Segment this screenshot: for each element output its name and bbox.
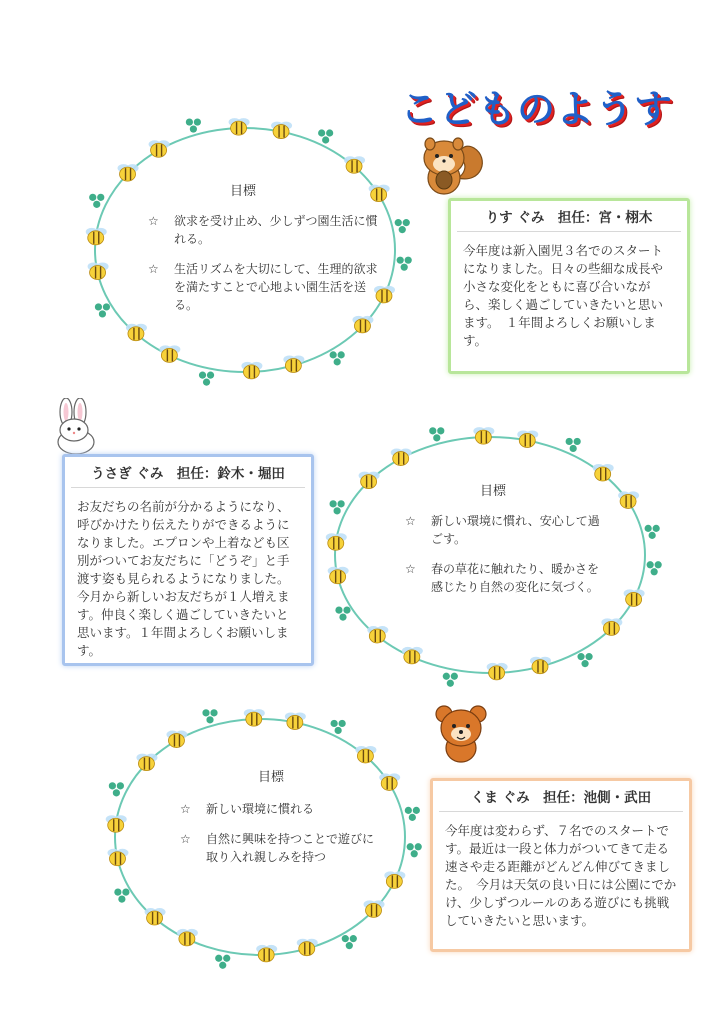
goal-heading-kuma: 目標 xyxy=(258,770,285,785)
star-icon: ☆ xyxy=(405,514,416,528)
box-header-kuma: くま ぐみ 担任：池側・武田 xyxy=(439,781,683,812)
goal-heading-risu: 目標 xyxy=(230,184,257,199)
rabbit-icon xyxy=(48,398,104,456)
box-body-kuma: 今年度は変わらず、７名でのスタートです。最近は一段と体力がついてきて走る速さや走る距離がどんどん伸びてきました。 今月は天気の良い日には公園にでかけ、少しずつルールのある遊びにも挑戦していきたいと思います。 xyxy=(445,823,677,928)
goal-item: ☆ 欲求を受け止め、少しずつ園生活に慣れる。 xyxy=(148,214,378,246)
goal-list-kuma xyxy=(180,800,380,878)
star-icon: ☆ xyxy=(148,262,159,276)
goal-heading-usagi: 目標 xyxy=(480,484,507,499)
star-icon: ☆ xyxy=(180,802,191,816)
squirrel-icon xyxy=(412,134,490,200)
goal-list-usagi xyxy=(405,512,600,608)
box-header-risu: りす ぐみ 担任：宮・栩木 xyxy=(457,201,681,232)
box-header-usagi: うさぎ ぐみ 担任：鈴木・堀田 xyxy=(71,457,305,488)
goal-item: ☆ 春の草花に触れたり、暖かさを感じたり自然の変化に気づく。 xyxy=(405,562,600,594)
page-title: こどものようす xyxy=(400,87,674,131)
box-body-usagi: お友だちの名前が分かるようになり、呼びかけたり伝えたりができるようになりました。エプロンや上着なども区別がついてお友だちに「どうぞ」と手渡す姿も見られるようになりました。今月から新しいお友だちが１人増えます。仲良く楽しく過ごしていきたいと思います。１年間よろしくお願いします。 xyxy=(77,499,290,658)
class-box-kuma xyxy=(430,778,692,952)
star-icon: ☆ xyxy=(148,214,159,228)
class-box-risu xyxy=(448,198,690,374)
goal-item: ☆ 自然に興味を持つことで遊びに取り入れ親しみを持つ xyxy=(180,832,375,864)
goal-item: ☆ 新しい環境に慣れる xyxy=(180,802,315,816)
goal-item: ☆ 新しい環境に慣れ、安心して過ごす。 xyxy=(405,514,600,546)
box-body-risu: 今年度は新入園児３名でのスタートになりました。日々の些細な成長や小さな変化をともに喜び合いながら、楽しく過ごしていきたいと思います。 １年間よろしくお願いします。 xyxy=(463,243,664,348)
goal-list-risu xyxy=(148,212,378,326)
star-icon: ☆ xyxy=(405,562,416,576)
star-icon: ☆ xyxy=(180,832,191,846)
bear-icon xyxy=(432,702,490,764)
goal-item: ☆ 生活リズムを大切にして、生理的欲求を満たすことで心地よい園生活を送る。 xyxy=(148,262,378,312)
class-box-usagi xyxy=(62,454,314,666)
